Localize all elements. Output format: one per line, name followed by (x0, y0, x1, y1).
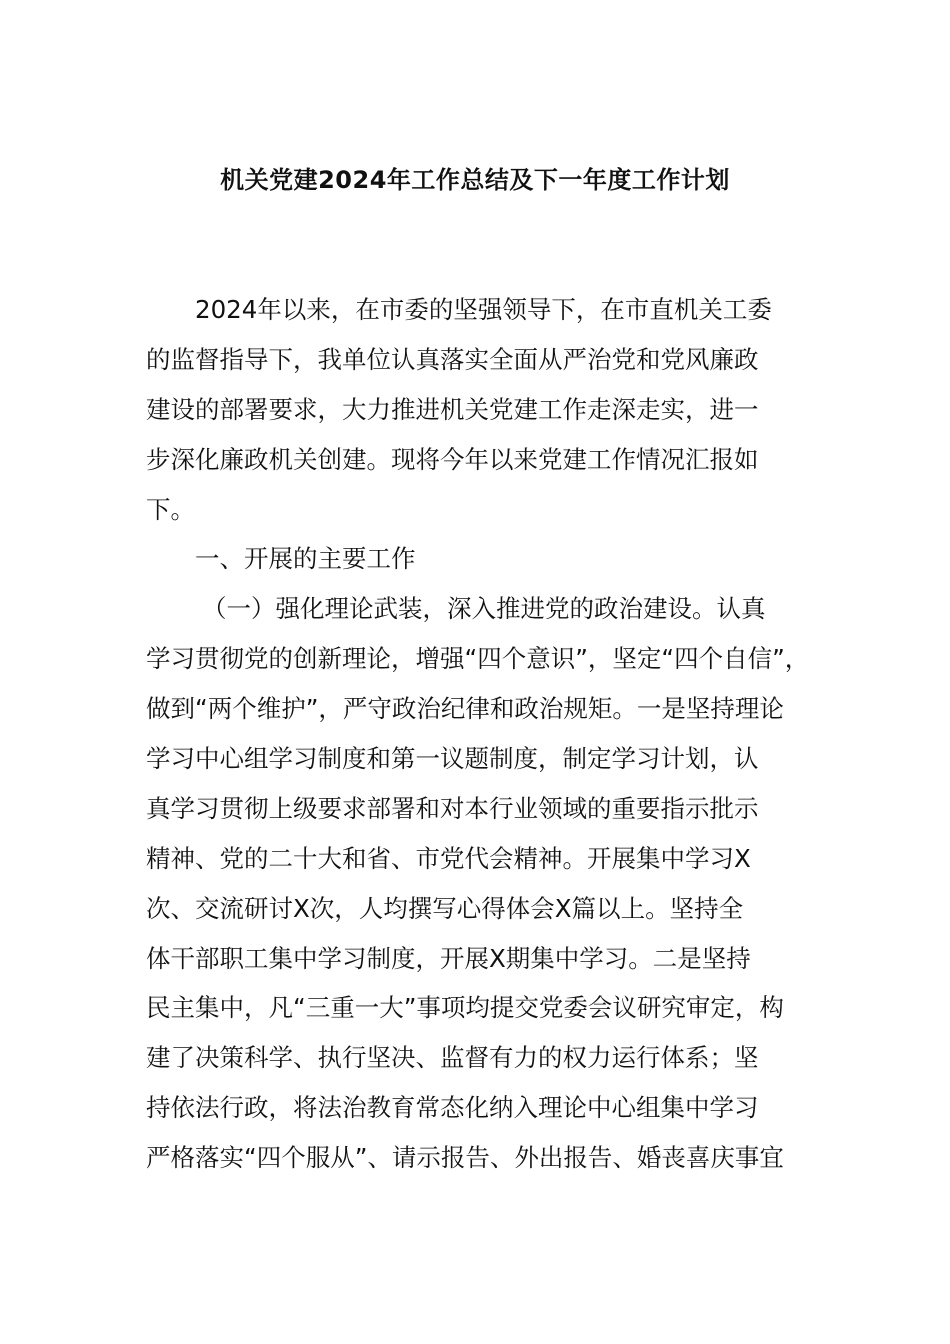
paragraph-line: 做到“两个维护”，严守政治纪律和政治规矩。一是坚持理论 (146, 694, 784, 724)
paragraph-line: 持依法行政，将法治教育常态化纳入理论中心组集中学习 (146, 1093, 759, 1123)
section-heading: 一、开展的主要工作 (195, 544, 416, 574)
subsection-heading-line: （一）强化理论武装，深入推进党的政治建设。认真 (202, 594, 766, 624)
paragraph-line: 严格落实“四个服从”、请示报告、外出报告、婚丧喜庆事宜 (146, 1143, 784, 1173)
paragraph-line: 学习中心组学习制度和第一议题制度，制定学习计划，认 (146, 744, 759, 774)
paragraph-line: 精神、党的二十大和省、市党代会精神。开展集中学习X (146, 843, 751, 873)
document-title: 机关党建2024年工作总结及下一年度工作计划 (220, 166, 730, 194)
paragraph-line: 的监督指导下，我单位认真落实全面从严治党和党风廉政 (146, 344, 759, 374)
paragraph-line: 建设的部署要求，大力推进机关党建工作走深走实，进一 (146, 394, 759, 424)
paragraph-line: 次、交流研讨X次，人均撰写心得体会X篇以上。坚持全 (146, 893, 744, 923)
paragraph-line: 下。 (146, 494, 195, 524)
paragraph-line: 体干部职工集中学习制度，开展X期集中学习。二是坚持 (146, 943, 751, 973)
paragraph-line: 步深化廉政机关创建。现将今年以来党建工作情况汇报如 (146, 444, 759, 474)
paragraph-line: 民主集中，凡“三重一大”事项均提交党委会议研究审定，构 (146, 993, 784, 1023)
paragraph-line: 真学习贯彻上级要求部署和对本行业领域的重要指示批示 (146, 793, 759, 823)
paragraph-line: 2024年以来，在市委的坚强领导下，在市直机关工委 (195, 295, 772, 324)
paragraph-line: 学习贯彻党的创新理论，增强“四个意识”，坚定“四个自信”， (146, 644, 810, 674)
document-body (146, 285, 836, 1183)
paragraph-line: 建了决策科学、执行坚决、监督有力的权力运行体系；坚 (146, 1043, 759, 1073)
